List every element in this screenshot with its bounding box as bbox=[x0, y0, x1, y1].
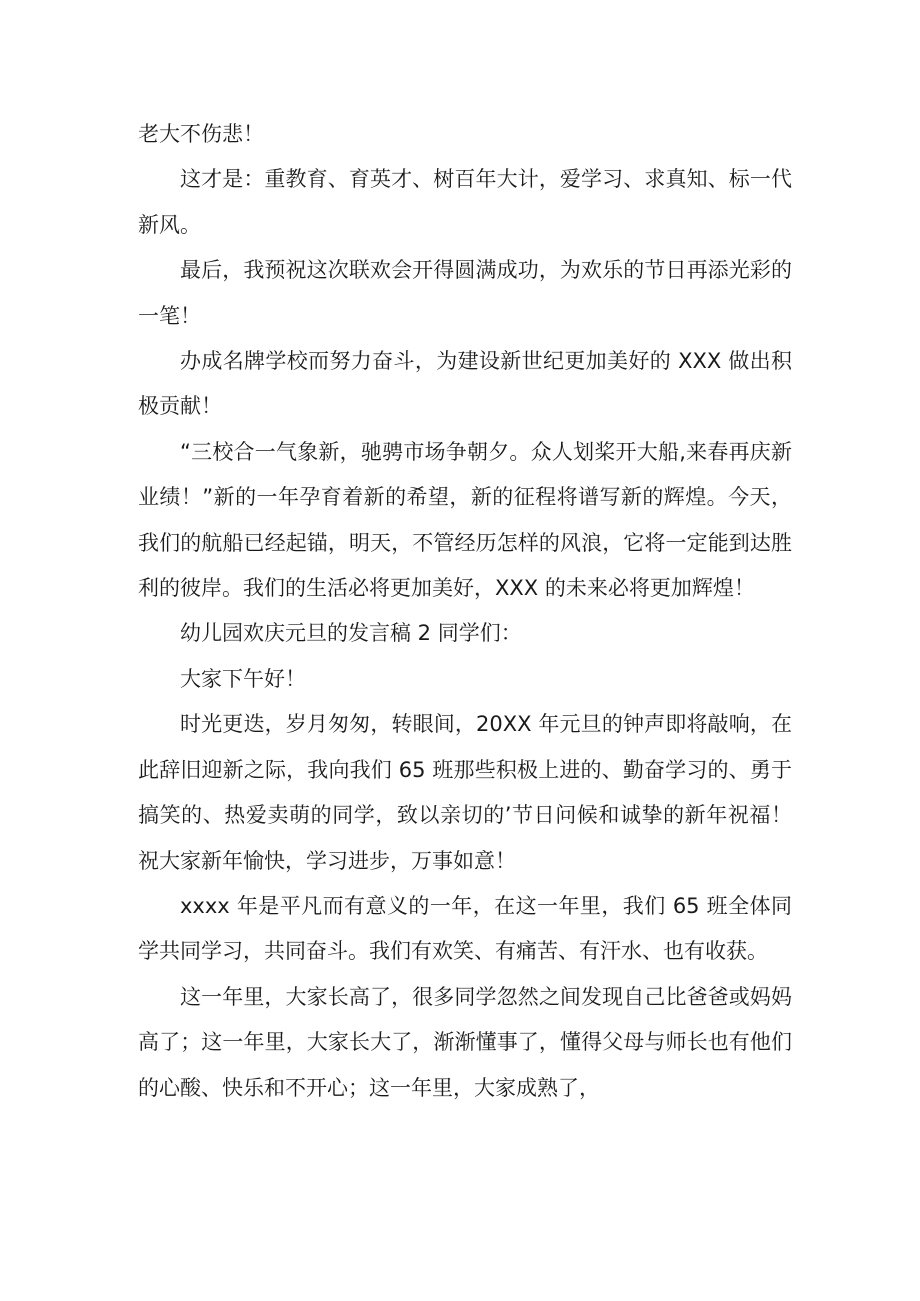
document-body bbox=[138, 112, 792, 1111]
paragraph-4: 办成名牌学校而努力奋斗，为建设新世纪更加美好的 XXX 做出积极贡献！ bbox=[138, 349, 792, 419]
paragraph-7: 大家下午好！ bbox=[180, 666, 306, 691]
paragraph-9: xxxx 年是平凡而有意义的一年，在这一年里，我们 65 班全体同学共同学习，共同奋斗。我们有欢笑、有痛苦、有汗水、也有收获。 bbox=[138, 893, 792, 964]
paragraph-3: 最后，我预祝这次联欢会开得圆满成功，为欢乐的节日再添光彩的一笔！ bbox=[138, 258, 792, 328]
paragraph-8: 时光更迭，岁月匆匆，转眼间，20XX 年元旦的钟声即将敲响，在此辞旧迎新之际，我向我们 65 班那些积极上进的、勤奋学习的、勇于搞笑的、热爱卖萌的同学，致以亲切的’节日问候和诚挚的新年祝福！祝大家新年愉快，学习进步，万事如意！ bbox=[138, 712, 792, 873]
paragraph-10: 这一年里，大家长高了，很多同学忽然之间发现自己比爸爸或妈妈高了；这一年里，大家长大了，渐渐懂事了，懂得父母与师长也有他们的心酸、快乐和不开心；这一年里，大家成熟了， bbox=[138, 984, 792, 1100]
paragraph-1: 老大不伤悲！ bbox=[138, 122, 264, 146]
paragraph-5: “三校合一气象新，驰骋市场争朝夕。众人划桨开大船,来春再庆新业绩！”新的一年孕育着新的希望，新的征程将谱写新的辉煌。今天，我们的航船已经起锚，明天，不管经历怎样的风浪，它将一定能到达胜利的彼岸。我们的生活必将更加美好，XXX 的未来必将更加辉煌！ bbox=[138, 439, 792, 601]
paragraph-6: 幼儿园欢庆元旦的发言稿 2 同学们： bbox=[180, 621, 522, 646]
paragraph-2: 这才是：重教育、育英才、树百年大计，爱学习、求真知、标一代新风。 bbox=[138, 167, 792, 237]
